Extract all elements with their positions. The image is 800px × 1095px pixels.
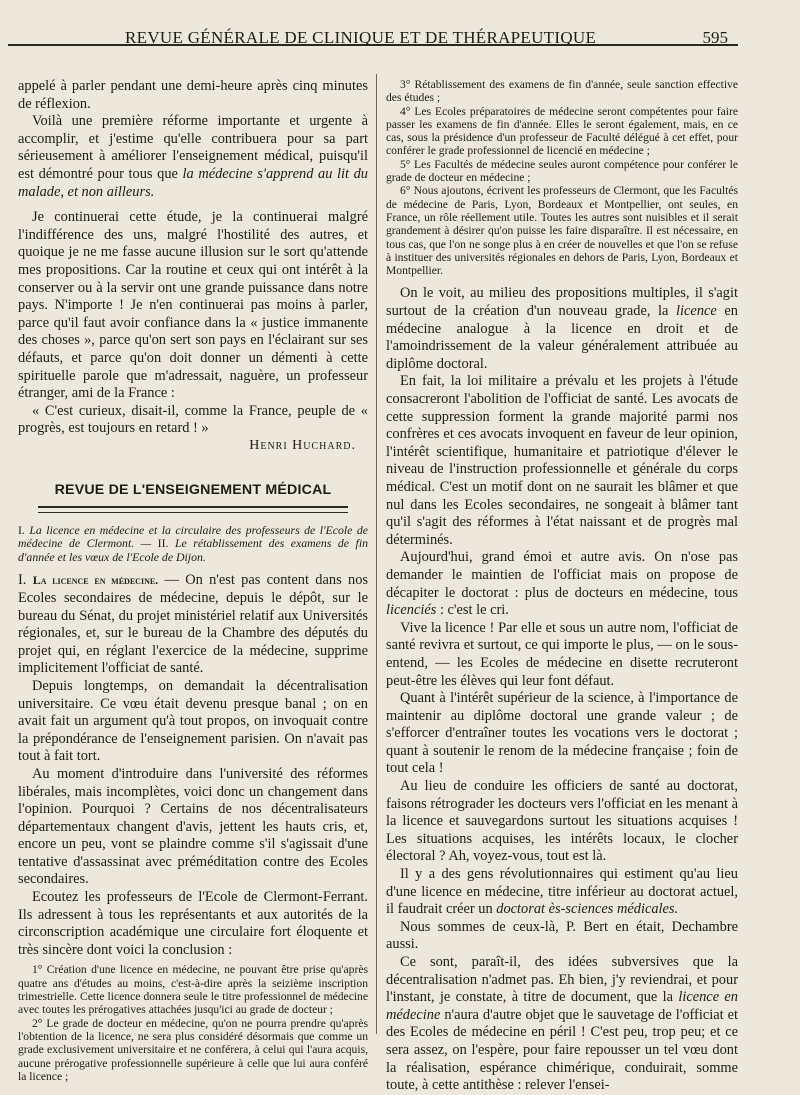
paragraph [386, 866, 738, 919]
numbered-item: 6° Nous ajoutons, écrivent les professeurs de Clermont, que les Facultés de médecine de Paris, Lyon, Bordeaux et Montpellier, ont seules, en France, un rôle réellement utile. Toutes les autres sont nuisibles et il serait grandement à désirer qu'on puisse les faire disparaître. Il est nécessaire, en tous cas, que l'on ne songe plus à en créer de nouvelles et que l'on se refuse à instituer des universités régionales en dehors de Paris, Lyon, Bordeaux et Montpellier. [386, 184, 738, 278]
section-title: REVUE DE L'ENSEIGNEMENT MÉDICAL [54, 481, 332, 498]
paragraph: Au moment d'introduire dans l'université des réformes libérales, mais incomplètes, voici donc un changement dans l'opinion. Pourquoi ? Certains de nos décentralisateurs départementaux changent d'avis, jettent les hauts cris, et, encore un peu, vont se plaindre comme s'il s'agissait d'une tentative d'assassinat avec préméditation contre des Ecoles secondaires. [18, 765, 368, 888]
running-header [10, 22, 790, 52]
subsection-number: I. [18, 572, 27, 589]
numbered-item: 3° Rétablissement des examens de fin d'année, seule sanction effective des études ; [386, 78, 738, 105]
emphasis-text: doctorat ès-sciences médicales. [496, 901, 679, 918]
emphasis-text: licence en médecine [386, 989, 738, 1023]
paragraph-text: — On n'est pas content dans nos Ecoles secondaires de médecine, depuis le dépôt, sur le bureau du Sénat, du projet ministériel relatif aux Universités régionales, et, sur le bureau de la Chambre des députés du projet qui, en réglant l'exercice de la médecine, supprime implicitement l'officiat de santé. [18, 572, 368, 677]
paragraph-text: Aujourd'hui, grand émoi et autre avis. On n'ose pas demander le maintien de l'officiat mais on propose de décapiter le doctorat : plus de docteurs en médecine, tous [386, 549, 738, 601]
summary-text: Le rétablissement des examens de fin d'année et les vœux de l'Ecole de Dijon. [18, 536, 368, 564]
numbered-item: 1° Création d'une licence en médecine, ne pouvant être prise qu'après quatre ans d'études au moins, c'est-à-dire après la seizième inscription trimestrielle. Cette licence donnera seule le titre professionnel de médecine avec toutes les prérogatives attachées jusqu'ici au grade de docteur ; [18, 963, 368, 1017]
paragraph-text: Il y a des gens révolutionnaires qui estiment qu'au lieu d'une licence en médecine, titre inférieur au doctorat actuel, il faudrait créer un [386, 866, 738, 918]
subsection-title: La licence en médecine. [32, 573, 159, 588]
paragraph: Au lieu de conduire les officiers de santé au doctorat, faisons rétrograder les docteurs vers l'officiat en les menant à la licence et sauvegardons surtout les situations acquises ! Les situations acquises, les intérêts locaux, le clocher électoral ? Ah, voyez-vous, tout est là. [386, 778, 738, 865]
summary-number: II. [157, 536, 169, 551]
paragraph [386, 549, 738, 619]
paragraph: Nous sommes de ceux-là, P. Bert en était, Dechambre aussi. [386, 918, 738, 953]
emphasis-text: la médecine s'apprend au lit du malade, et non ailleurs. [18, 165, 368, 200]
right-column [386, 78, 738, 1095]
paragraph: Ecoutez les professeurs de l'Ecole de Clermont-Ferrant. Ils adressent à tous les représentants et aux autorités de la circonscription académique une circulaire fort éloquente et très sincère dont voici la conclusion : [18, 889, 368, 958]
paragraph: appelé à parler pendant une demi-heure après cinq minutes de réflexion. [18, 78, 368, 112]
spacer [18, 201, 368, 209]
paragraph-text: : c'est le cri. [436, 602, 509, 619]
paragraph: Depuis longtemps, on demandait la décentralisation universitaire. Ce vœu était devenu presque banal ; on en avait fait un argument qu'à tout propos, on invoquait contre la prépondérance de l'enseignement parisien. On n'avait pas tout à fait tort. [18, 677, 368, 765]
author-signature: Henri Huchard. [249, 437, 356, 453]
numbered-item: 2° Le grade de docteur en médecine, qu'on ne pourra prendre qu'après l'obtention de la licence, ne sera plus considéré désormais que comme un grade exclusivement universitaire et ne conférera, à celui qui l'aura acquis, aucune prérogative professionnelle supérieure à celle que lui aura conféré la licence ; [18, 1016, 368, 1083]
paragraph [18, 572, 368, 678]
spacer [386, 277, 738, 285]
emphasis-text: licence [676, 303, 717, 320]
header-rule [8, 44, 738, 46]
summary-number: I. [18, 522, 25, 537]
journal-title: REVUE GÉNÉRALE DE CLINIQUE ET DE THÉRAPEUTIQUE [125, 28, 597, 47]
section-rule [38, 504, 348, 518]
paragraph [386, 285, 738, 373]
column-divider [376, 74, 377, 1034]
paragraph [386, 954, 738, 1095]
paragraph-text: On le voit, au milieu des propositions multiples, il s'agit surtout de la création d'un nouveau grade, la [386, 285, 738, 320]
section-summary [18, 524, 368, 565]
paragraph-text: Ce sont, paraît-il, des idées subversives que la décentralisation n'admet pas. Eh bien, j'y reviendrai, et pour l'instant, je constate, à titre de document, que la [386, 954, 738, 1006]
paragraph: Je continuerai cette étude, je la continuerai malgré l'indifférence des uns, malgré l'hostilité des autres, et quoique je ne me fasse aucune illusion sur le sort qu'attende mes propositions. Car la routine et ceux qui ont intérêt à la conserver ou à la servir ont une grande puissance dans notre pays. N'importe ! Je n'en continuerai pas moins à parler, parce qu'il faut avoir confiance dans la « justice immanente des choses », parce qu'on sert son pays en l'éclairant sur ses défauts, et parce qu'on doit donner un démenti à cette spirituelle parole que m'adressait, naguère, un professeur étranger, ami de la France : [18, 209, 368, 402]
paragraph: En fait, la loi militaire a prévalu et les projets à l'étude consacreront l'abolition de l'officiat de santé. Les avocats de cette suppression forment la grande majorité parmi nos confrères et ces avocats invoquent en faveur de leur opinion, l'intérêt scientifique, humanitaire et patriotique d'élever le niveau de l'instruction professionnelle et générale du corps médical. C'est un motif dont on ne saurait les blâmer et que nul dans les Ecoles secondaires, ne songeait à blâmer tant qu'il s'agit des réformes à l'état naissant et de progrès mal déterminés. [386, 373, 738, 548]
left-column [18, 78, 368, 1083]
quotation: « C'est curieux, disait-il, comme la France, peuple de « progrès, est toujours en retard ! » [18, 402, 368, 437]
paragraph-text: en médecine analogue à la licence en droit et de l'amoindrissement de la valeur généralement attribuée au diplôme doctoral. [386, 303, 738, 372]
paragraph-text: n'aura d'autre objet que le sauvetage de l'officiat et des Ecoles de médecine en péril ! C'est peu, trop peu; et ce sera assez, on l'espère, pour faire repousser un tel vœu dont la réalisation, espérance chimérique, conduirait, somme toute, à cette antithèse : relever l'ensei- [386, 1006, 738, 1094]
paragraph-text: Voilà une première réforme importante et urgente à accomplir, et j'estime qu'elle contribuera pour sa part sérieusement à améliorer l'enseignement médical, puisqu'il est démontré pour tous que [18, 113, 368, 182]
paragraph [18, 113, 368, 201]
paragraph: Quant à l'intérêt supérieur de la science, à l'importance de maintenir au diplôme doctoral une grande valeur ; de s'efforcer d'entraîner toutes les vocations vers le doctorat ; quant à soutenir le renom de la médecine française ; foin de tout cela ! [386, 690, 738, 777]
emphasis-text: licenciés [386, 602, 437, 619]
paragraph: Vive la licence ! Par elle et sous un autre nom, l'officiat de santé revivra et surtout, ce qui importe le plus, — on le sous-entend, — les Ecoles de médecine en disette recruteront peut-être les élèves qui leur font défaut. [386, 619, 738, 689]
numbered-item: 5° Les Facultés de médecine seules auront compétence pour conférer le grade de docteur en médecine ; [386, 157, 738, 185]
numbered-item: 4° Les Ecoles préparatoires de médecine seront compétentes pour faire passer les examens de fin d'année. Elles le seront également, mais, en ce cas, sous la présidence d'un professeur de Faculté délégué à cet effet, pour conférer le grade professionnel de licencié en médecine ; [386, 104, 738, 158]
summary-text: La licence en médecine et la circulaire des professeurs de l'Ecole de médecine de Clermont. — [18, 522, 368, 551]
page-number: 595 [702, 28, 728, 47]
